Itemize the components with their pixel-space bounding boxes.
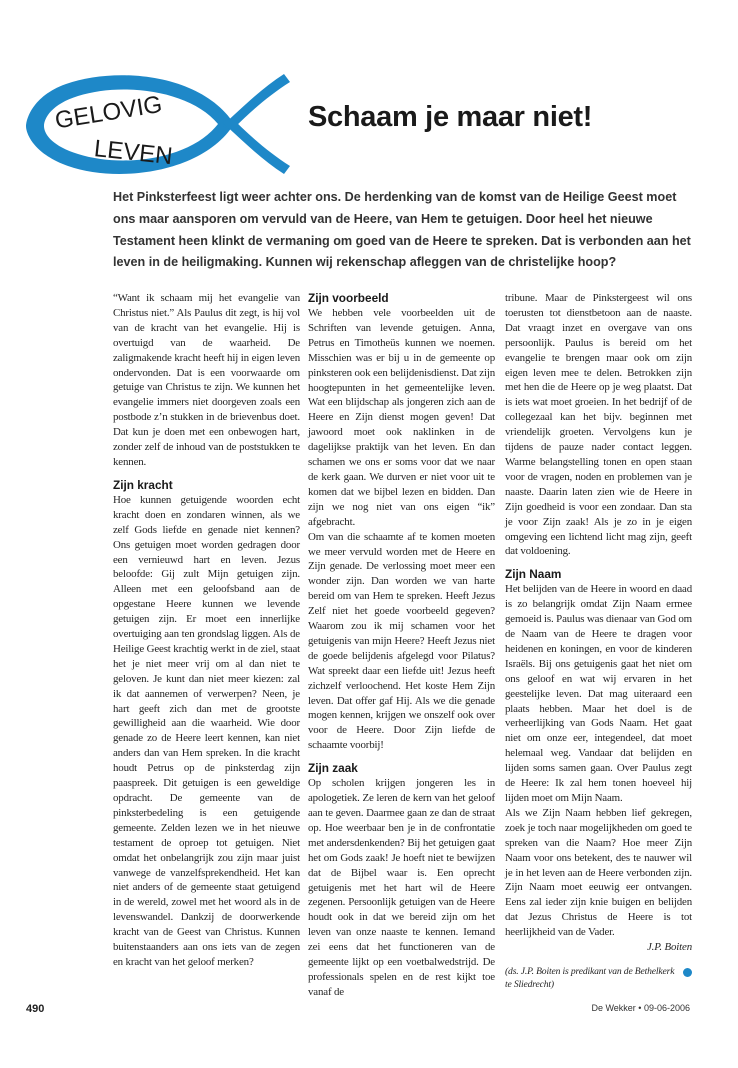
page-number: 490 xyxy=(26,1003,45,1015)
publication-footer: De Wekker • 09-06-2006 xyxy=(591,1003,690,1013)
author-note: (ds. J.P. Boiten is predikant van de Bethelkerk te Sliedrecht) xyxy=(505,965,675,991)
column-3 xyxy=(505,291,692,992)
paragraph: Hoe kunnen getuigende woorden echt kracht doen en zondaren winnen, als we zelf Gods liefde en genade niet kennen? Ons getuigen moet worden gedragen door een vernieuwd hart en leven. Jezus beloofde: Gij zult Mijn getuigen zijn. Alleen met een geloofsband aan de opgestane Heere kunnen we levende getuigen zijn. Er moet een innerlijke overtuiging aan ten grondslag liggen. Als de Heilige Geest krachtig werkt in de ziel, staat het je niet meer vrij om al dan niet te geloven. Je kunt dan niet meer kiezen: zal ik dat aannemen of verwerpen? Neen, je hart geeft zich dan met de grootste gewilligheid aan die waarheid. Wie door genade zo de Heere leert kennen, kan niet anders dan van Hem spreken. In die kracht houdt Petrus op de pinksterdag zijn paaspreek. Dit getuigen is een geweldige opdracht. De gemeente van de pinksterbedeling is een getuigende gemeente. Zelden lezen we in het nieuwe testament de oproep tot getuigen. Niet omdat het onbelangrijk zou zijn maar juist vanwege de vanzelfsprekendheid. Het kan niet anders of de gemeente staat getuigend in de wereld, zowel met het woord als in de levenswandel. Dankzij de doorwerkende kracht van de Geest van Christus. Kunnen buitenstaanders aan ons iets van de zegen en kracht van het geloof merken? xyxy=(113,493,300,968)
section-heading-zijn-voorbeeld: Zijn voorbeeld xyxy=(308,291,389,305)
paragraph: tribune. Maar de Pinkstergeest wil ons toerusten tot dienstbetoon aan de naaste. Dat vraagt inzet en overgave van ons persoonlijk. Paulus is bereid om het evangelie te brengen maar ook om zijn eigen leven mee te delen. Betrokken zijn met hen die de Heere op je weg plaatst. Dat is iets wat moet groeien. In het bedrijf of de collegezaal kan het bijv. beginnen met vriendelijk groeten. Vervolgens kun je tijdens de pauze nader contact leggen. Warme belangstelling tonen en open staan voor de vragen, noden en problemen van je naaste. Daarin laten zien wie de Heere in Zijn goedheid is voor een zondaar. Dan sta je voor Zijn zaak! Als je zo in je eigen omgeving een lichtend licht mag zijn, geeft dat voldoening. xyxy=(505,292,692,558)
author-note-block xyxy=(505,965,692,992)
paragraph: Als we Zijn Naam hebben lief gekregen, zoek je toch naar mogelijkheden om goed te spreken van die Naam? Hoe meer Zijn Naam voor ons betekent, des te nauwer wil je in het leven aan de Heere verbonden zijn. Zijn Naam moet eeuwig eer ontvangen. Eens zal ieder zijn knie buigen en belijden dat Jezus Christus de Heere is tot heerlijkheid van de Vader. xyxy=(505,806,692,939)
article-intro: Het Pinksterfeest ligt weer achter ons. De herdenking van de komst van de Heilige Geest moet ons maar aansporen om vervuld van de Heere, van Hem te getuigen. Door heel het nieuwe Testament heen klinkt de vermaning om goed van de Heere te spreken. Dat is verbonden aan het leven in de heiligmaking. Kunnen wij rekenschap afleggen van de christelijke hoop? xyxy=(113,190,691,270)
section-heading-zijn-kracht: Zijn kracht xyxy=(113,477,173,492)
paragraph: Het belijden van de Heere in woord en daad is zo belangrijk omdat Zijn Naam ermee gemoeid is. Paulus was dienaar van God om de Naam van de Heere te dragen voor heidenen en koningen, en voor de kinderen Israëls. Bij ons getuigenis gaat het niet om ons geloof en wat wij ervaren in het geestelijke leven. Dat mag uiteraard een plaats hebben. Maar het doel is de verheerlijking van Gods Naam. Het gaat niet om onze eer, integendeel, dat moet helemaal weg. Vandaar dat belijden en lijden soms samen gaan. Over Paulus zegt de Heere: Ik zal hem tonen hoeveel hij lijden moet om Mijn Naam. xyxy=(505,583,692,804)
column-1 xyxy=(113,291,300,970)
gelovig-leven-fish-logo xyxy=(22,68,290,180)
paragraph: Op scholen krijgen jongeren les in apologetiek. Ze leren de kern van het geloof aan te geven. Daarmee gaan ze dan de straat op. Hoe weerbaar ben je in de confrontatie met andersdenkenden? Bij het getuigen gaat het om Gods zaak! Je hoeft niet te bewijzen dat de Bijbel waar is. Een oprecht getuigenis met het hart wil de Heere zegenen. Persoonlijk getuigen van de Heere houdt ook in dat we bereid zijn om het leven van onze naaste te kennen. Iemand zei eens dat het functioneren van de gemeente lijkt op een voetbalwedstrijd. De professionals spelen en de rest kijkt toe vanaf de xyxy=(308,777,495,998)
article-title: Schaam je maar niet! xyxy=(308,101,593,133)
end-mark-icon xyxy=(683,968,692,977)
section-heading-zijn-zaak: Zijn zaak xyxy=(308,761,358,776)
column-2 xyxy=(308,291,495,1000)
paragraph: “Want ik schaam mij het evangelie van Christus niet.” Als Paulus dit zegt, is hij vol van de kracht van het evangelie. Hij is overtuigd van de waarheid. De zaligmakende kracht heeft hij in eigen leven ondervonden. Dat is een voorwaarde om getuige van Christus te zijn. We kunnen het evangelie immers niet doorgeven zoals een postbode z’n stukken in de brievenbus doet. Dat kun je doen met een onbewogen hart, zonder zelf de inhoud van de poststukken te kennen. xyxy=(113,292,300,468)
author-signature: J.P. Boiten xyxy=(646,941,692,954)
signature-line xyxy=(505,940,692,955)
paragraph: We hebben vele voorbeelden uit de Schriften van levende getuigen. Anna, Petrus en Timotheüs kunnen we noemen. Misschien was er bij u in de gemeente op pinksteren ook een belijdenisdienst. Dat zijn hoogtepunten in het gemeentelijke leven. Wat een blijdschap als jongeren zich aan de Heere en Zijn dienst mogen geven! Dat jawoord moet ook naklinken in de dagelijkse praktijk van het leven. En dan schamen we ons er soms voor dat we naar de kerk gaan. We durven er niet voor uit te komen dat we bijbel lezen en bidden. Dan zijn we nog niet van ons eigen “ik” afgebracht. xyxy=(308,307,495,528)
paragraph: Om van die schaamte af te komen moeten we meer vervuld worden met de Heere en Zijn genade. De verlossing moet meer een wonder zijn. Dan worden we van harte bereid om van Hem te spreken. Heeft Jezus Zelf niet het goede voorbeeld gegeven? Waarom zou ik mij schamen voor het getuigenis van mijn Heere? Heeft Jezus niet de goede belijdenis afgelegd voor Pilatus? Wat spreekt daar een liefde uit! Jezus heeft zichzelf verloochend. Het koste Hem Zijn leven. Dat offer gaf Hij. Als we die genade mogen kennen, krijgen we onszelf ook over voor de Heere. Door Zijn liefde de schaamte voorbij! xyxy=(308,530,495,752)
logo-text-gelovig: GELOVIG xyxy=(53,90,165,135)
section-heading-zijn-naam: Zijn Naam xyxy=(505,567,562,582)
logo-text-leven: LEVEN xyxy=(92,135,174,171)
